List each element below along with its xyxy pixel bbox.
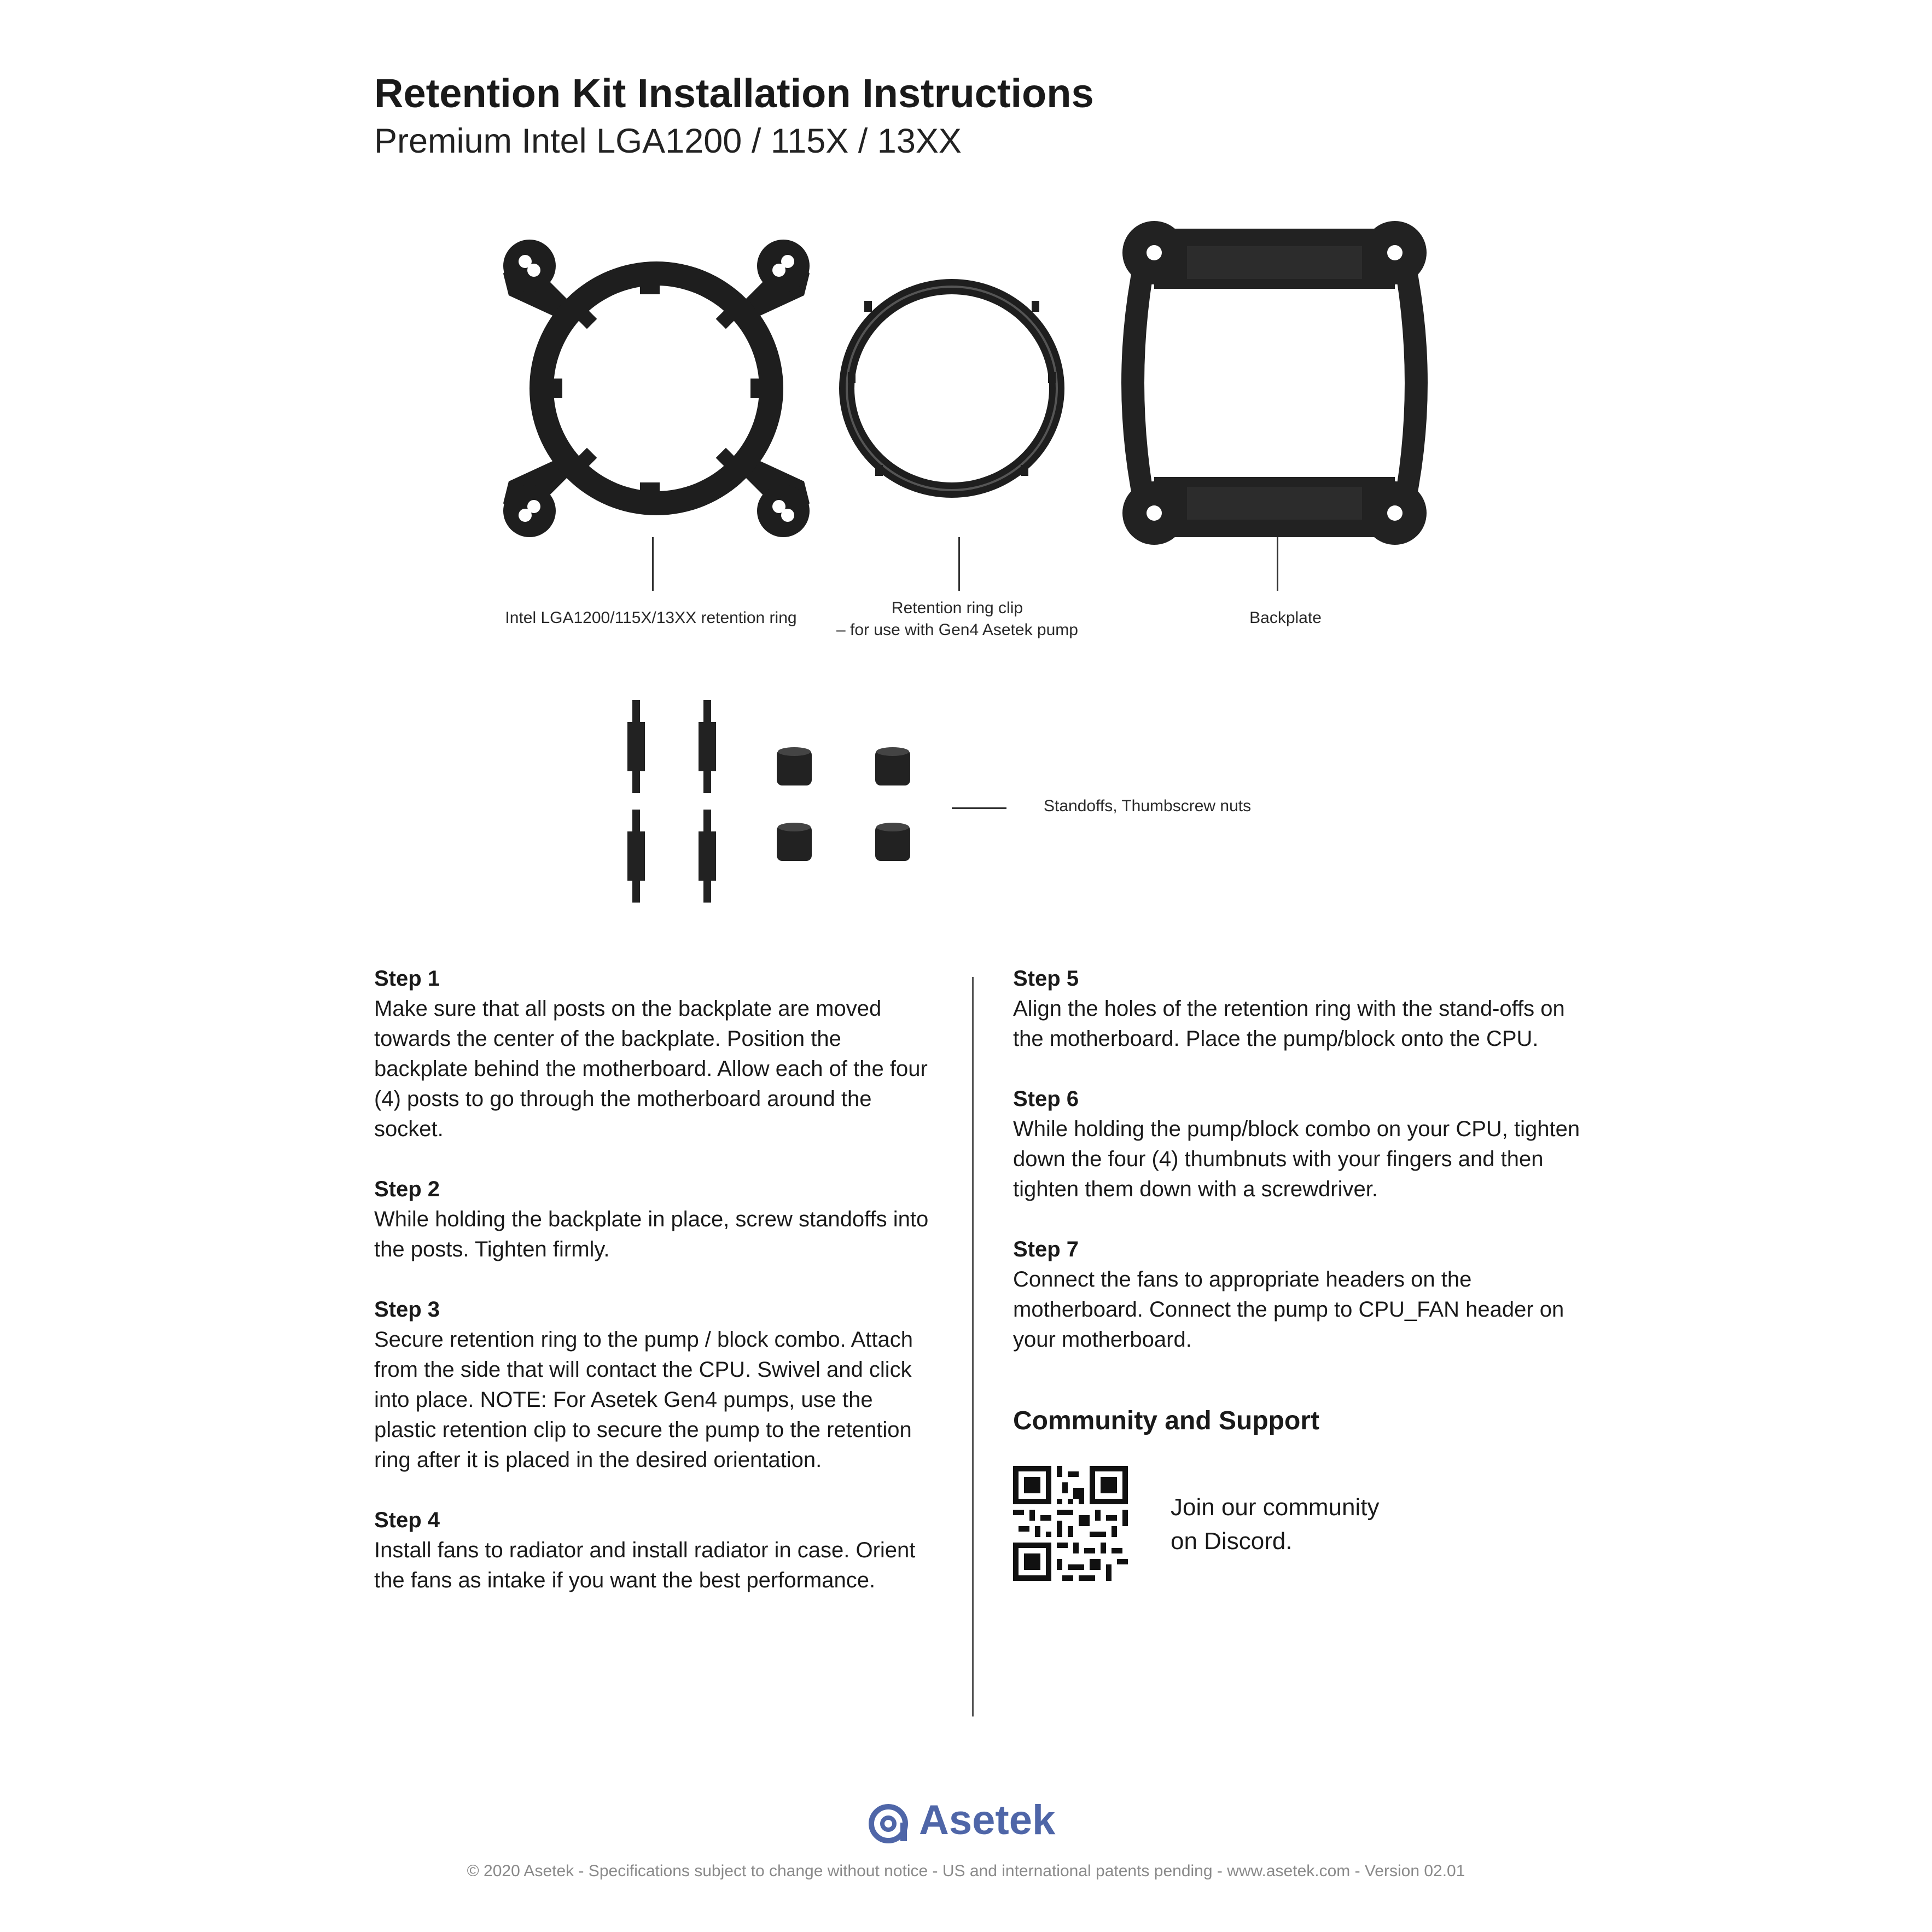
step-title: Step 1 (374, 967, 440, 991)
step-5 (1013, 964, 1582, 1054)
page-subtitle: Premium Intel LGA1200 / 115X / 13XX (374, 122, 962, 160)
asetek-logo-mark (866, 1802, 910, 1846)
retention-ring-illustration (503, 235, 810, 542)
column-divider (972, 977, 974, 1716)
step-title: Step 7 (1013, 1237, 1079, 1261)
step-title: Step 6 (1013, 1087, 1079, 1111)
standoffs-illustration (618, 700, 930, 919)
step-title: Step 2 (374, 1177, 440, 1201)
page-title: Retention Kit Installation Instructions (374, 71, 1094, 116)
step-text: Align the holes of the retention ring with the stand-offs on the motherboard. Place the pump/block onto the CPU. (1013, 997, 1565, 1051)
retention-ring-caption: Intel LGA1200/115X/13XX retention ring (505, 609, 797, 627)
clip-leader (958, 537, 960, 591)
step-2 (374, 1174, 938, 1265)
clip-caption-line2: – for use with Gen4 Asetek pump (836, 621, 1078, 639)
backplate-leader (1277, 537, 1278, 591)
step-7 (1013, 1235, 1582, 1355)
asetek-wordmark: Asetek (919, 1797, 1056, 1843)
retention-clip-illustration (831, 273, 1072, 503)
step-6 (1013, 1084, 1582, 1204)
standoffs-leader (952, 807, 1006, 809)
discord-qr-code[interactable] (1013, 1466, 1128, 1581)
step-text: While holding the pump/block combo on your CPU, tighten down the four (4) thumbnuts with your fingers and then tighten them down with a screwdriver. (1013, 1117, 1580, 1201)
step-text: While holding the backplate in place, screw standoffs into the posts. Tighten firmly. (374, 1207, 929, 1261)
step-title: Step 4 (374, 1508, 440, 1532)
standoffs-caption: Standoffs, Thumbscrew nuts (1044, 797, 1252, 815)
retention-ring-leader (652, 537, 654, 591)
footer-legal: © 2020 Asetek - Specifications subject to change without notice - US and international patents pending - www.asetek.com - Version 02.01 (467, 1862, 1465, 1880)
step-text: Make sure that all posts on the backplate are moved towards the center of the backplate. Position the backplate behind the motherboard. Allow each of the four (4) posts to go through the motherboard around the socket. (374, 997, 928, 1141)
discord-invite-text (1171, 1491, 1477, 1558)
clip-caption-line1: Retention ring clip (891, 599, 1023, 617)
step-1 (374, 964, 938, 1144)
step-text: Secure retention ring to the pump / block combo. Attach from the side that will contact the CPU. Swivel and click into place. NOTE: For Asetek Gen4 pumps, use the plastic retention clip to secure the pump to the retention ring after it is placed in the desired orientation. (374, 1328, 913, 1472)
backplate-caption: Backplate (1249, 609, 1322, 627)
step-text: Connect the fans to appropriate headers on the motherboard. Connect the pump to CPU_FAN header on your motherboard. (1013, 1267, 1564, 1352)
join-line-1: Join our community (1171, 1494, 1380, 1521)
community-heading: Community and Support (1013, 1406, 1319, 1435)
step-title: Step 3 (374, 1297, 440, 1322)
step-4 (374, 1505, 938, 1596)
step-title: Step 5 (1013, 967, 1079, 991)
steps-right-column (1013, 964, 1582, 1385)
steps-left-column (374, 964, 938, 1626)
backplate-illustration (1110, 219, 1439, 547)
step-text: Install fans to radiator and install radiator in case. Orient the fans as intake if you want the best performance. (374, 1538, 916, 1592)
join-line-2: on Discord. (1171, 1528, 1293, 1555)
step-3 (374, 1295, 938, 1475)
